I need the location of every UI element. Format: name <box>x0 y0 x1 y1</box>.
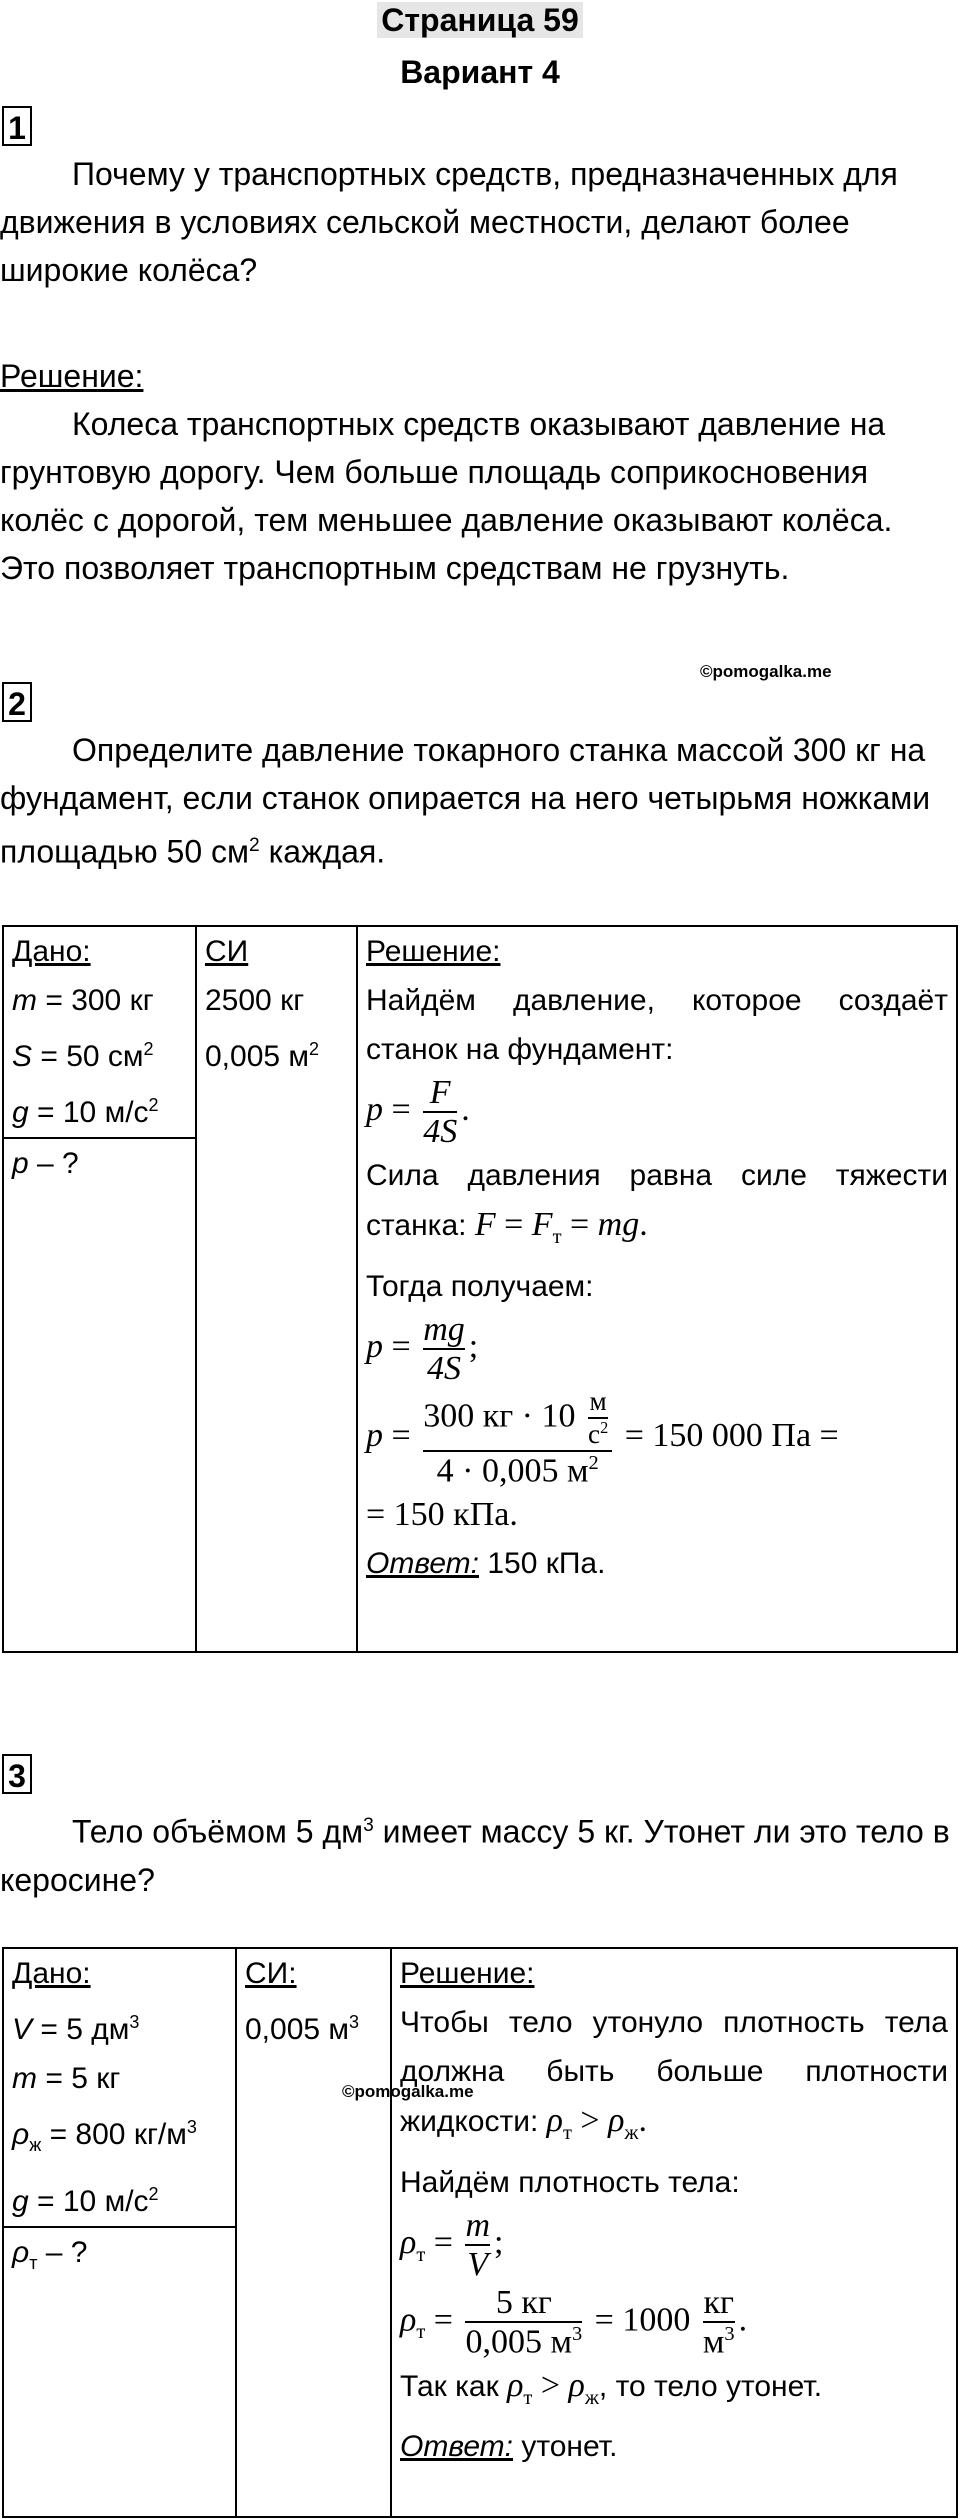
formula-pressure: p = $\frac{F}{4S}$ . <box>366 1074 470 1151</box>
solution-text-3: Тогда получаем: <box>366 1269 594 1303</box>
solution-text-3: Так как $\rho_т > \rho_ж$, то тело утонет. <box>400 2366 823 2409</box>
task2-find-cell: p – ? <box>3 1138 196 1652</box>
solution-text-1: Найдём давление, которое создаёт станок на фундамент: <box>366 984 948 1066</box>
formula-density: $\rho_т$ = $\frac{m}{V}$ ; <box>400 2206 504 2284</box>
task2-solution-cell <box>357 926 957 1652</box>
task3-question: Тело объёмом 5 $дм^3$ имеет массу 5 кг. Утонет ли это тело в керосине? <box>0 1813 950 1898</box>
task-number-3: 3 <box>2 1754 32 1794</box>
task3-solution-cell <box>391 1948 957 2517</box>
variant-title: Вариант 4 <box>400 54 560 90</box>
task1-question: Почему у транспортных средств, предназначенных для движения в условиях сельской местности, делают более широкие колёса? <box>0 156 898 288</box>
solution-label: Решение: <box>400 1957 535 1990</box>
solution-text-2: Найдём плотность тела: <box>400 2165 740 2199</box>
task2-question: Определите давление токарного станка массой 300 кг на фундамент, если станок опирается на него четырьмя ножками площадью 50 $см^2$ каждая. <box>0 732 931 870</box>
task3-find-cell: $\rho_т$ – ? <box>3 2227 236 2517</box>
task2-si-cell <box>196 926 357 1652</box>
si-volume: 0,005 $м^3$ <box>245 2012 360 2046</box>
task3-given-cell <box>3 1948 236 2227</box>
given-mass: m = 300 кг <box>12 984 154 1017</box>
given-g: g = 10 $м/с^2$ <box>12 1095 159 1129</box>
page-title: Страница 59 <box>0 2 960 39</box>
formula-pressure-mg: p = $\frac{mg}{4S}$ ; <box>366 1310 479 1387</box>
solution-label: Решение: <box>366 935 501 968</box>
answer: Ответ: 150 кПа. <box>366 1546 606 1580</box>
task2-table <box>2 925 958 1653</box>
si-mass: 2500 кг <box>205 984 305 1017</box>
given-mass: m = 5 кг <box>12 2062 121 2095</box>
si-area: 0,005 $м^2$ <box>205 1039 320 1073</box>
task3-table <box>2 1947 958 2518</box>
si-label: СИ: <box>245 1957 297 1990</box>
watermark-2: ©pomogalka.me <box>342 2082 474 2101</box>
task-number-1: 1 <box>2 106 32 146</box>
given-g: g = 10 $м/с^2$ <box>12 2184 159 2218</box>
task-number-2: 2 <box>2 682 32 722</box>
si-label: СИ <box>205 935 249 968</box>
given-density: $\rho_ж = 800$ $кг/м^3$ <box>12 2117 197 2155</box>
given-label: Дано: <box>12 1957 91 1990</box>
task2-given-cell <box>3 926 196 1138</box>
solution-text-1: Чтобы тело утонуло плотность тела должна быть больше плотности жидкости: $\rho_т > \rho_ж$. <box>400 2006 948 2144</box>
formula-density-calc: $\rho_т$ = $\frac{5 кг}{0,005 м^3}$ = 1000 $\frac{кг}{м^3}$ . <box>400 2283 748 2361</box>
formula-result: = 150 кПа. <box>366 1495 518 1533</box>
task1-solution-label: Решение: <box>0 358 144 394</box>
watermark: ©pomogalka.me <box>700 662 832 681</box>
given-area: S = 50 $см^2$ <box>12 1039 154 1073</box>
formula-calculation: p = 300 кг · 10 $\frac{м}{с^2}$ 4 · 0,005 $м^2$ = 150 000 Па = <box>366 1386 839 1490</box>
given-volume: V = 5 $дм^3$ <box>12 2012 140 2046</box>
given-label: Дано: <box>12 935 91 968</box>
answer: Ответ: утонет. <box>400 2430 618 2464</box>
task1-solution: Колеса транспортных средств оказывают давление на грунтовую дорогу. Чем больше площадь соприкосновения колёс с дорогой, тем меньшее давление оказывают колёса. Это позволяет транспортным средствам не грузнуть. <box>0 406 893 586</box>
solution-text-2: Сила давления равна силе тяжести станка: $F = F_т$ = mg. <box>366 1158 948 1248</box>
task3-si-cell <box>236 1948 391 2517</box>
